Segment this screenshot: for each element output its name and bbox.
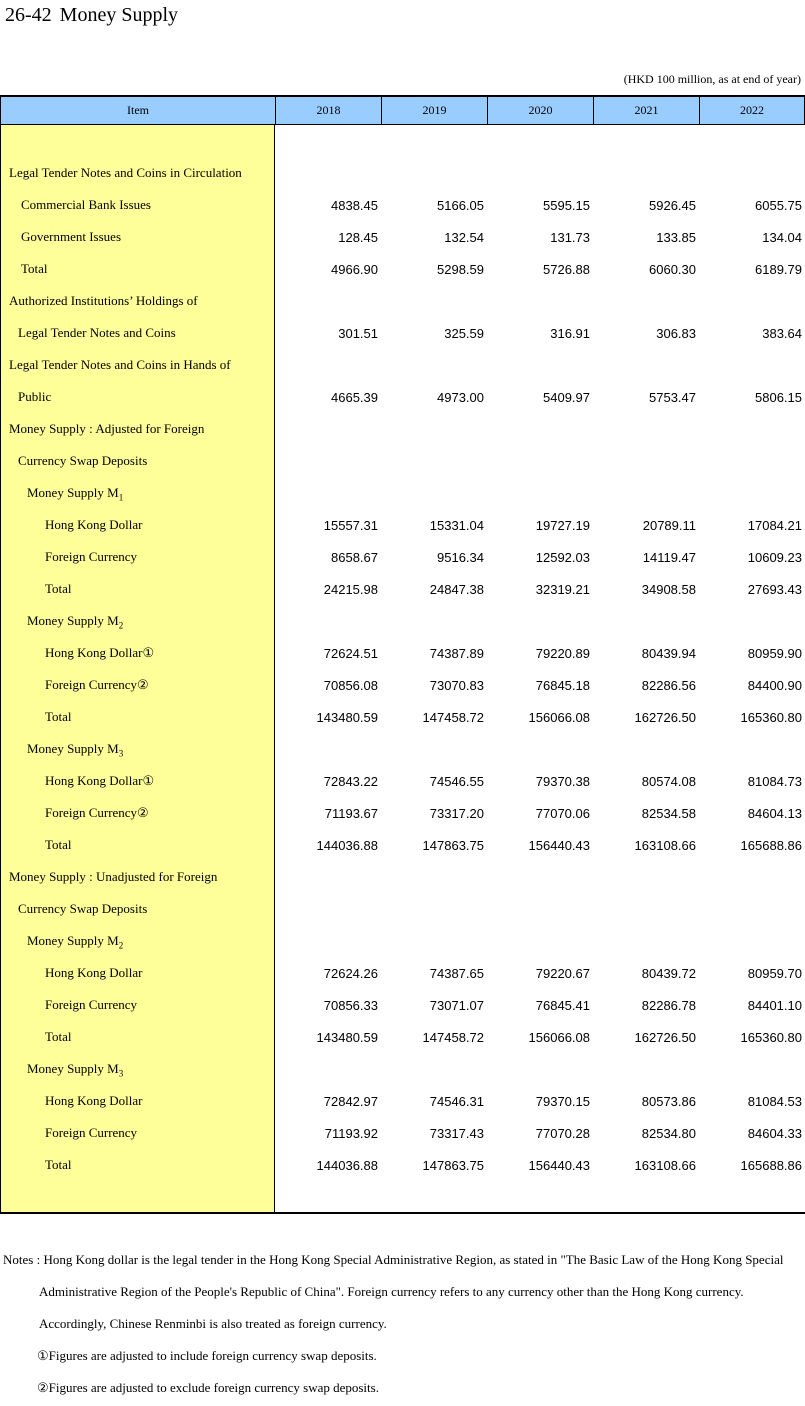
row-label-text: Currency Swap Deposits: [18, 901, 148, 916]
row-label-text: Total: [45, 581, 72, 596]
header-year: 2021: [593, 97, 699, 124]
note-line: Administrative Region of the People's Republic of China". Foreign currency refers to any currency other than the Hong Kong currency.: [39, 1284, 744, 1299]
row-label-subscript: 2: [118, 620, 124, 631]
row-label: [18, 325, 176, 341]
cell-value: 6060.30: [649, 262, 696, 277]
row-label-text: Public: [18, 389, 52, 404]
table-row: [0, 445, 805, 477]
cell-value: 165360.80: [740, 1030, 802, 1045]
row-label: [9, 869, 217, 885]
cell-value: 80439.72: [641, 966, 696, 981]
row-label-text: Total: [45, 1029, 72, 1044]
cell-value: 12592.03: [535, 550, 590, 565]
cell-value: 73070.83: [429, 678, 484, 693]
table-header: [0, 95, 805, 125]
row-label-text: Commercial Bank Issues: [21, 197, 151, 212]
cell-value: 71193.67: [324, 806, 378, 821]
cell-value: 131.73: [550, 230, 590, 245]
cell-value: 79370.15: [535, 1094, 590, 1109]
cell-value: 147863.75: [422, 1158, 484, 1173]
row-label: [45, 773, 154, 789]
cell-value: 383.64: [762, 326, 802, 341]
cell-value: 165360.80: [740, 710, 802, 725]
cell-value: 80959.90: [747, 646, 802, 661]
table-row: [0, 349, 805, 381]
cell-value: 80574.08: [641, 774, 696, 789]
cell-value: 147863.75: [422, 838, 484, 853]
table-row: [0, 605, 805, 637]
cell-value: 72624.26: [323, 966, 378, 981]
cell-value: 79370.38: [535, 774, 590, 789]
row-label-text: Legal Tender Notes and Coins: [18, 325, 176, 340]
header-year: 2020: [487, 97, 593, 124]
cell-value: 76845.41: [535, 998, 590, 1013]
cell-value: 79220.67: [535, 966, 590, 981]
row-label: [27, 933, 123, 951]
cell-value: 80573.86: [641, 1094, 696, 1109]
cell-value: 156440.43: [528, 838, 590, 853]
row-label-text: Foreign Currency: [45, 549, 138, 564]
cell-value: 156066.08: [528, 1030, 590, 1045]
table-row: [0, 957, 805, 989]
table-row: [0, 285, 805, 317]
table-row: [0, 861, 805, 893]
row-label: [9, 421, 204, 437]
table-number: 26-42: [5, 4, 52, 26]
row-label-text: Hong Kong Dollar①: [45, 645, 155, 660]
cell-value: 143480.59: [316, 1030, 378, 1045]
cell-value: 81084.53: [747, 1094, 802, 1109]
cell-value: 301.51: [338, 326, 378, 341]
cell-value: 80439.94: [641, 646, 696, 661]
cell-value: 6189.79: [755, 262, 802, 277]
header-year: 2022: [699, 97, 805, 124]
row-label: [9, 357, 231, 373]
table-row: [0, 253, 805, 285]
row-label: [45, 965, 143, 981]
table-row: [0, 1053, 805, 1085]
row-label: [27, 741, 123, 759]
table-row: [0, 893, 805, 925]
row-label-text: Money Supply M: [27, 1061, 119, 1076]
cell-value: 163108.66: [634, 1158, 696, 1173]
cell-value: 32319.21: [535, 582, 590, 597]
cell-value: 72624.51: [323, 646, 378, 661]
cell-value: 82534.80: [641, 1126, 696, 1141]
table-row: [0, 541, 805, 573]
cell-value: 70856.08: [323, 678, 378, 693]
row-label-text: Foreign Currency②: [45, 805, 149, 820]
cell-value: 80959.70: [747, 966, 802, 981]
row-label: [45, 677, 149, 693]
row-label-text: Money Supply M: [27, 485, 119, 500]
cell-value: 14119.47: [642, 550, 696, 565]
row-label: [18, 389, 51, 405]
table-row: [0, 797, 805, 829]
cell-value: 82286.56: [641, 678, 696, 693]
cell-value: 163108.66: [634, 838, 696, 853]
row-label: [18, 901, 147, 917]
cell-value: 143480.59: [316, 710, 378, 725]
cell-value: 4973.00: [437, 390, 484, 405]
table-row: [0, 989, 805, 1021]
cell-value: 24847.38: [429, 582, 484, 597]
cell-value: 82286.78: [641, 998, 696, 1013]
cell-value: 77070.06: [535, 806, 590, 821]
table-row: [0, 669, 805, 701]
cell-value: 147458.72: [422, 710, 484, 725]
table-row: [0, 477, 805, 509]
row-label: [21, 229, 121, 245]
cell-value: 74387.65: [429, 966, 484, 981]
row-label-text: Legal Tender Notes and Coins in Circulation: [9, 165, 242, 180]
header-year: 2019: [381, 97, 487, 124]
row-label-text: Total: [45, 1157, 72, 1172]
table-row: [0, 637, 805, 669]
row-label: [21, 261, 48, 277]
cell-value: 72843.22: [323, 774, 378, 789]
cell-value: 70856.33: [323, 998, 378, 1013]
row-label-text: Legal Tender Notes and Coins in Hands of: [9, 357, 231, 372]
cell-value: 5926.45: [649, 198, 696, 213]
row-label-text: Foreign Currency: [45, 1125, 138, 1140]
cell-value: 24215.98: [323, 582, 378, 597]
table-row: [0, 1117, 805, 1149]
row-label: [21, 197, 151, 213]
row-label-text: Hong Kong Dollar: [45, 1093, 143, 1108]
cell-value: 20789.11: [642, 518, 696, 533]
row-label: [27, 613, 123, 631]
row-label-text: Hong Kong Dollar: [45, 517, 143, 532]
row-label-text: Total: [45, 837, 72, 852]
table-bottom-rule: [0, 1212, 805, 1214]
cell-value: 9516.34: [437, 550, 484, 565]
cell-value: 132.54: [444, 230, 484, 245]
row-label: [9, 293, 198, 309]
row-label-text: Total: [21, 261, 48, 276]
table-row: [0, 829, 805, 861]
row-label-text: Money Supply M: [27, 741, 119, 756]
table-row: [0, 701, 805, 733]
cell-value: 156440.43: [528, 1158, 590, 1173]
cell-value: 84400.90: [747, 678, 802, 693]
note-line: Notes : Hong Kong dollar is the legal tender in the Hong Kong Special Administrative Region, as stated in "The Basic Law of the Hong Kong Special: [3, 1252, 784, 1267]
cell-value: 5726.88: [543, 262, 590, 277]
cell-value: 325.59: [444, 326, 484, 341]
table-row: [0, 1085, 805, 1117]
row-label-text: Authorized Institutions’ Holdings of: [9, 293, 198, 308]
row-label: [45, 837, 72, 853]
cell-value: 133.85: [656, 230, 696, 245]
cell-value: 19727.19: [535, 518, 590, 533]
row-label: [45, 517, 143, 533]
cell-value: 4838.45: [331, 198, 378, 213]
note-line: Accordingly, Chinese Renminbi is also treated as foreign currency.: [39, 1316, 387, 1331]
row-label: [45, 1157, 72, 1173]
row-label-text: Money Supply : Adjusted for Foreign: [9, 421, 205, 436]
row-label: [45, 1029, 72, 1045]
table-row: [0, 1021, 805, 1053]
cell-value: 27693.43: [747, 582, 802, 597]
cell-value: 162726.50: [634, 1030, 696, 1045]
cell-value: 5298.59: [437, 262, 484, 277]
table-row: [0, 573, 805, 605]
header-item: Item: [0, 97, 275, 124]
cell-value: 306.83: [656, 326, 696, 341]
cell-value: 8658.67: [331, 550, 378, 565]
cell-value: 5595.15: [543, 198, 590, 213]
row-label: [27, 485, 123, 503]
row-label-text: Currency Swap Deposits: [18, 453, 148, 468]
row-label-subscript: 3: [118, 748, 124, 759]
table-row: [0, 157, 805, 189]
table-row: [0, 509, 805, 541]
row-label: [45, 549, 137, 565]
row-label-subscript: 1: [118, 492, 124, 503]
cell-value: 15557.31: [323, 518, 378, 533]
cell-value: 74546.55: [429, 774, 484, 789]
cell-value: 73317.43: [429, 1126, 484, 1141]
cell-value: 10609.23: [747, 550, 802, 565]
cell-value: 34908.58: [641, 582, 696, 597]
table-row: [0, 1149, 805, 1181]
cell-value: 5409.97: [543, 390, 590, 405]
row-label: [27, 1061, 123, 1079]
cell-value: 316.91: [550, 326, 590, 341]
table-row: [0, 317, 805, 349]
cell-value: 6055.75: [755, 198, 802, 213]
cell-value: 162726.50: [634, 710, 696, 725]
table-row: [0, 221, 805, 253]
unit-note: (HKD 100 million, as at end of year): [623, 72, 801, 86]
page-title: [5, 4, 178, 27]
cell-value: 144036.88: [316, 838, 378, 853]
row-label: [45, 997, 137, 1013]
row-label-text: Hong Kong Dollar①: [45, 773, 155, 788]
row-label-text: Money Supply M: [27, 933, 119, 948]
row-label-subscript: 3: [118, 1068, 124, 1079]
table-row: [0, 413, 805, 445]
cell-value: 72842.97: [323, 1094, 378, 1109]
row-label: [45, 805, 149, 821]
row-label-text: Government Issues: [21, 229, 122, 244]
cell-value: 84604.33: [747, 1126, 802, 1141]
cell-value: 76845.18: [535, 678, 590, 693]
cell-value: 5166.05: [437, 198, 484, 213]
cell-value: 82534.58: [641, 806, 696, 821]
row-label: [45, 581, 72, 597]
cell-value: 156066.08: [528, 710, 590, 725]
row-label: [9, 165, 242, 181]
cell-value: 81084.73: [747, 774, 802, 789]
cell-value: 165688.86: [740, 838, 802, 853]
cell-value: 17084.21: [747, 518, 802, 533]
row-label-text: Money Supply : Unadjusted for Foreign: [9, 869, 218, 884]
row-label-text: Foreign Currency: [45, 997, 138, 1012]
row-label: [45, 709, 72, 725]
row-label-subscript: 2: [118, 940, 124, 951]
cell-value: 5753.47: [649, 390, 696, 405]
row-label-text: Foreign Currency②: [45, 677, 149, 692]
note-line: ①Figures are adjusted to include foreign currency swap deposits.: [37, 1348, 377, 1363]
cell-value: 4665.39: [331, 390, 378, 405]
cell-value: 5806.15: [755, 390, 802, 405]
row-label: [45, 645, 154, 661]
table-row: [0, 925, 805, 957]
table-title: Money Supply: [59, 4, 179, 26]
row-label-text: Money Supply M: [27, 613, 119, 628]
row-label-text: Hong Kong Dollar: [45, 965, 143, 980]
row-label: [18, 453, 147, 469]
table-row: [0, 189, 805, 221]
cell-value: 15331.04: [429, 518, 484, 533]
header-year: 2018: [275, 97, 381, 124]
table-body: [0, 157, 805, 1181]
cell-value: 147458.72: [422, 1030, 484, 1045]
row-label: [45, 1093, 143, 1109]
cell-value: 73317.20: [429, 806, 484, 821]
cell-value: 84604.13: [747, 806, 802, 821]
row-label-text: Total: [45, 709, 72, 724]
cell-value: 74546.31: [429, 1094, 484, 1109]
cell-value: 77070.28: [535, 1126, 590, 1141]
table-row: [0, 765, 805, 797]
cell-value: 165688.86: [740, 1158, 802, 1173]
note-line: ②Figures are adjusted to exclude foreign currency swap deposits.: [37, 1380, 379, 1395]
cell-value: 4966.90: [331, 262, 378, 277]
cell-value: 71193.92: [324, 1126, 378, 1141]
cell-value: 79220.89: [535, 646, 590, 661]
cell-value: 134.04: [762, 230, 802, 245]
cell-value: 73071.07: [429, 998, 484, 1013]
table-row: [0, 733, 805, 765]
row-label: [45, 1125, 137, 1141]
table-row: [0, 381, 805, 413]
cell-value: 74387.89: [429, 646, 484, 661]
cell-value: 144036.88: [316, 1158, 378, 1173]
cell-value: 84401.10: [747, 998, 802, 1013]
cell-value: 128.45: [338, 230, 378, 245]
